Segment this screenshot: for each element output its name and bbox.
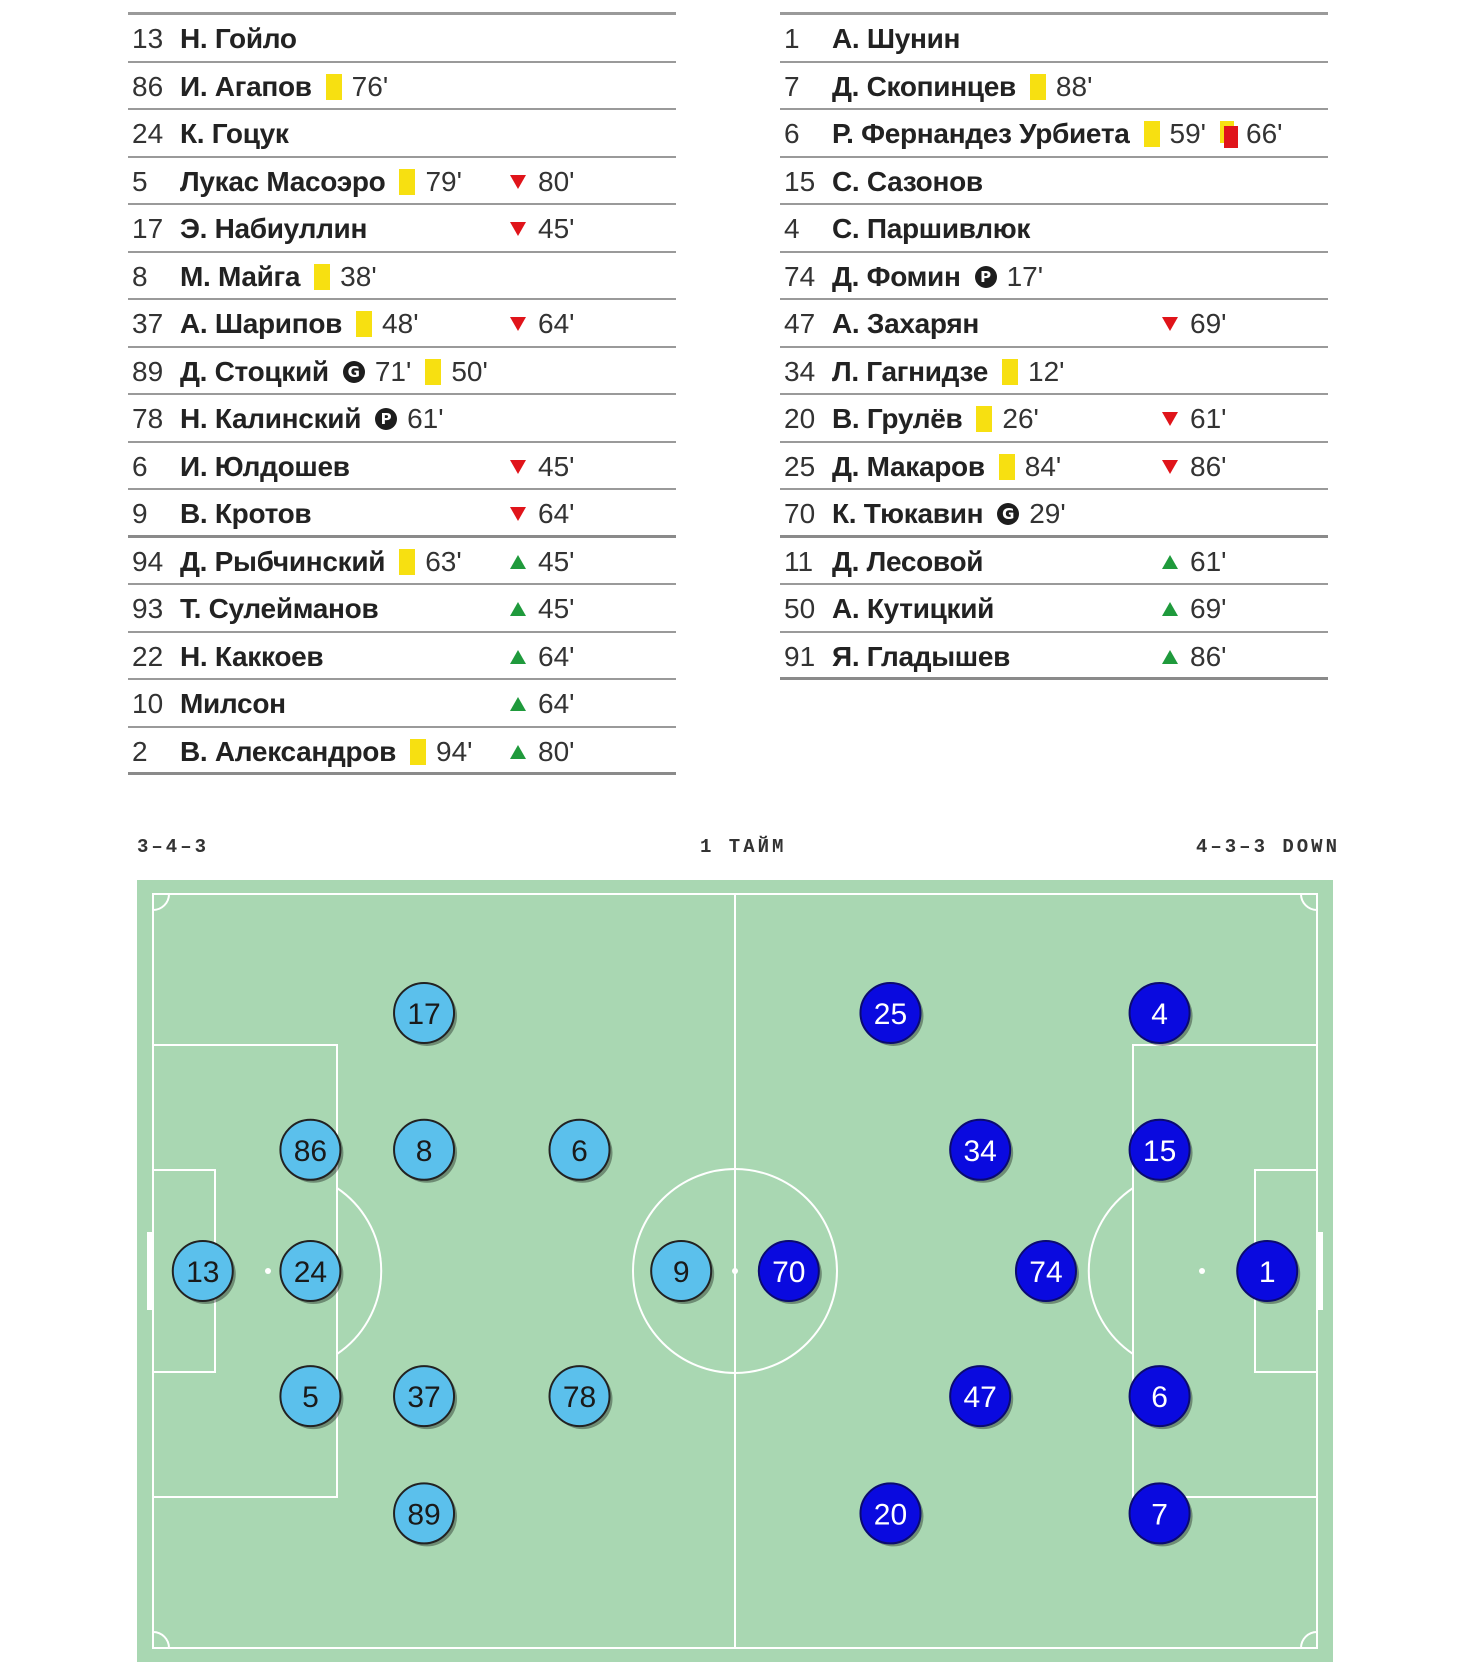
- marker-number: 70: [772, 1256, 806, 1289]
- marker-number: 6: [1151, 1381, 1168, 1415]
- player-name: И. Юлдошев: [180, 450, 350, 482]
- sub-minute: 61': [1190, 403, 1227, 434]
- player-name: Л. Гагнидзе: [832, 355, 989, 387]
- player-name: М. Майга: [180, 260, 301, 292]
- player-number: 50: [784, 593, 816, 624]
- marker-number: 25: [873, 997, 908, 1031]
- player-number: 2: [132, 735, 148, 767]
- marker-number: 74: [1029, 1256, 1063, 1289]
- sub-minute: 45': [538, 450, 575, 482]
- marker-number: 89: [407, 1498, 441, 1532]
- event-minute: 17': [1006, 260, 1044, 292]
- sub-minute: 64': [538, 498, 575, 529]
- player-number: 5: [132, 165, 148, 197]
- player-number: 4: [784, 213, 800, 244]
- left-penalty-spot: [265, 1268, 271, 1274]
- player-number: 15: [784, 165, 816, 197]
- player-name: Д. Фомин: [832, 260, 961, 292]
- player-name: А. Захарян: [832, 308, 980, 339]
- marker-number: 8: [415, 1134, 433, 1168]
- sub-minute: 61': [1190, 545, 1227, 577]
- player-number: 86: [132, 70, 164, 102]
- sub-minute: 64': [538, 688, 575, 719]
- player-name: И. Агапов: [180, 70, 312, 102]
- player-number: 34: [784, 355, 816, 387]
- goal-icon: G: [343, 361, 365, 383]
- player-name: Р. Фернандез Урбиета: [832, 118, 1130, 149]
- player-name: А. Кутицкий: [832, 593, 995, 624]
- event-minute: 61': [407, 403, 444, 434]
- sub-minute: 45': [538, 213, 575, 244]
- marker-number: 78: [562, 1381, 597, 1415]
- player-number: 93: [132, 593, 164, 624]
- goal-icon: P: [375, 408, 397, 430]
- sub-minute: 64': [538, 640, 575, 672]
- marker-number: 13: [186, 1256, 220, 1289]
- sub-minute: 86': [1190, 450, 1227, 482]
- player-number: 47: [784, 308, 816, 339]
- event-minute: 79': [425, 165, 462, 197]
- player-number: 22: [132, 640, 164, 672]
- player-name: Н. Гойло: [180, 23, 297, 54]
- event-minute: 38': [340, 260, 377, 292]
- player-name: Я. Гладышев: [832, 640, 1011, 672]
- event-minute: 12': [1028, 355, 1065, 387]
- sub-minute: 80': [538, 735, 575, 767]
- event-minute: 76': [351, 70, 389, 102]
- marker-number: 37: [407, 1381, 441, 1415]
- event-minute: 29': [1029, 498, 1066, 529]
- marker-number: 4: [1151, 997, 1168, 1031]
- player-number: 20: [784, 403, 816, 434]
- event-minute: 94': [436, 735, 473, 767]
- marker-number: 7: [1151, 1498, 1168, 1532]
- player-name: К. Тюкавин: [832, 498, 984, 529]
- player-number: 89: [132, 355, 164, 387]
- sub-minute: 64': [538, 308, 575, 339]
- marker-number: 17: [407, 997, 441, 1031]
- player-name: В. Кротов: [180, 498, 312, 529]
- player-number: 24: [132, 118, 164, 149]
- player-number: 78: [132, 403, 164, 434]
- player-name: Н. Калинский: [180, 403, 362, 434]
- sub-minute: 86': [1190, 640, 1227, 672]
- event-minute: 66': [1246, 118, 1283, 149]
- player-number: 10: [132, 688, 164, 719]
- player-name: Т. Сулейманов: [180, 593, 379, 624]
- player-number: 13: [132, 23, 164, 54]
- event-minute: 50': [451, 355, 488, 387]
- player-name: Д. Лесовой: [832, 545, 984, 577]
- marker-number: 1: [1258, 1256, 1276, 1289]
- event-minute: 88': [1055, 70, 1093, 102]
- player-name: С. Сазонов: [832, 165, 983, 197]
- player-name: Д. Макаров: [832, 450, 985, 482]
- player-name: Н. Каккоев: [180, 640, 324, 672]
- event-minute: 63': [425, 545, 462, 577]
- right-goal: [1317, 1232, 1323, 1310]
- away-formation: 4–3–3 DOWN: [1195, 836, 1340, 858]
- player-number: 94: [132, 545, 164, 577]
- player-number: 1: [784, 23, 800, 54]
- player-number: 70: [784, 498, 816, 529]
- player-number: 6: [132, 450, 148, 482]
- home-formation: 3–4–3: [137, 836, 210, 858]
- right-penalty-spot: [1199, 1268, 1205, 1274]
- event-minute: 59': [1169, 118, 1207, 149]
- marker-number: 47: [963, 1381, 997, 1415]
- player-name: В. Александров: [180, 735, 397, 767]
- player-number: 9: [132, 498, 148, 529]
- player-name: К. Гоцук: [180, 118, 289, 149]
- marker-number: 9: [672, 1256, 690, 1289]
- marker-number: 5: [302, 1381, 319, 1415]
- marker-number: 15: [1142, 1134, 1177, 1168]
- player-number: 6: [784, 118, 800, 149]
- player-name: Э. Набиуллин: [180, 213, 368, 244]
- player-number: 91: [784, 640, 816, 672]
- sub-minute: 80': [538, 165, 575, 197]
- sub-minute: 69': [1190, 308, 1227, 339]
- player-name: Лукас Масоэро: [180, 165, 386, 197]
- player-number: 25: [784, 450, 816, 482]
- player-number: 17: [132, 213, 164, 244]
- goal-icon: P: [975, 266, 997, 288]
- player-number: 74: [784, 260, 816, 292]
- player-number: 37: [132, 308, 164, 339]
- player-name: В. Грулёв: [832, 403, 963, 434]
- player-name: Д. Стоцкий: [180, 355, 329, 387]
- goal-icon: G: [997, 503, 1019, 525]
- marker-number: 86: [293, 1134, 328, 1168]
- event-minute: 48': [382, 308, 419, 339]
- marker-number: 6: [571, 1134, 588, 1168]
- marker-number: 24: [293, 1256, 328, 1289]
- player-name: С. Паршивлюк: [832, 213, 1031, 244]
- event-minute: 26': [1002, 403, 1039, 434]
- event-minute: 84': [1024, 450, 1062, 482]
- player-number: 7: [784, 70, 800, 102]
- player-name: Д. Рыбчинский: [180, 545, 386, 577]
- center-spot: [732, 1268, 738, 1274]
- player-number: 11: [784, 545, 814, 577]
- sub-minute: 69': [1190, 593, 1227, 624]
- player-name: Милсон: [180, 688, 286, 719]
- player-name: А. Шунин: [832, 23, 961, 54]
- left-goal: [147, 1232, 153, 1310]
- player-number: 8: [132, 260, 148, 292]
- event-minute: 71': [374, 355, 412, 387]
- period-label: 1 ТАЙМ: [700, 836, 787, 858]
- player-name: Д. Скопинцев: [832, 70, 1016, 102]
- sub-minute: 45': [538, 593, 575, 624]
- marker-number: 20: [873, 1498, 908, 1532]
- player-name: А. Шарипов: [180, 308, 343, 339]
- marker-number: 34: [963, 1134, 997, 1168]
- sub-minute: 45': [538, 545, 575, 577]
